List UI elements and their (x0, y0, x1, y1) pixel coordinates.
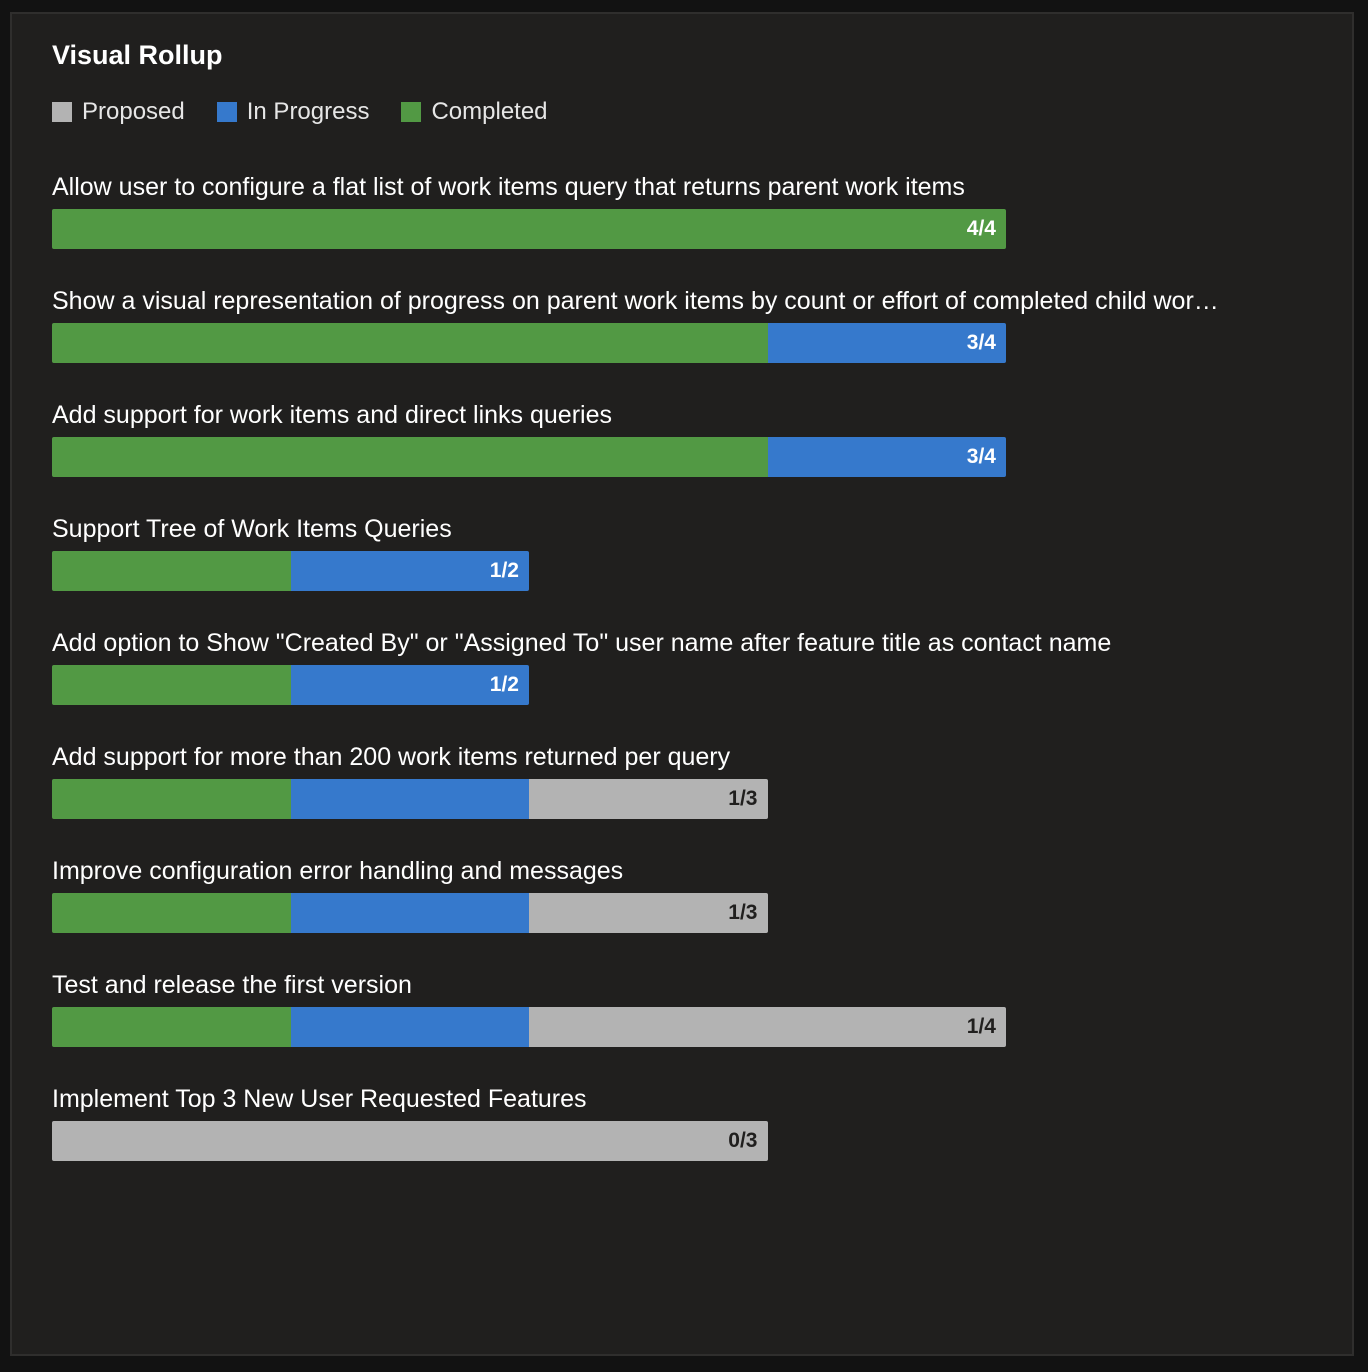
rollup-row (52, 970, 1312, 1084)
rollup-row (52, 1084, 1312, 1198)
bar-segment-completed (52, 893, 291, 933)
rollup-row-title[interactable]: Add support for work items and direct links queries (52, 401, 612, 429)
legend-item-completed (401, 98, 547, 126)
bar-count-label: 4/4 (966, 217, 996, 240)
progress-bar (52, 323, 1006, 363)
bar-segment-proposed (52, 1121, 768, 1161)
legend-label-completed: Completed (431, 98, 548, 125)
bar-count-label: 1/3 (728, 787, 758, 810)
bar-count-label: 1/4 (966, 1015, 996, 1038)
legend (52, 98, 580, 126)
legend-item-proposed (52, 98, 185, 126)
legend-label-proposed: Proposed (82, 98, 185, 125)
rollup-row (52, 286, 1312, 400)
rollup-row (52, 742, 1312, 856)
rollup-row-title[interactable]: Show a visual representation of progress on parent work items by count or effort of completed child wor… (52, 287, 1219, 315)
bar-segment-completed (52, 437, 768, 477)
bar-count-label: 3/4 (966, 445, 996, 468)
rollup-row-title[interactable]: Test and release the first version (52, 971, 412, 999)
bar-count-label: 3/4 (966, 331, 996, 354)
legend-swatch-proposed (52, 102, 72, 122)
rollup-row-title[interactable]: Implement Top 3 New User Requested Features (52, 1085, 587, 1113)
bar-segment-in-progress (291, 893, 530, 933)
visual-rollup-widget (10, 12, 1354, 1356)
rollup-row-title[interactable]: Add option to Show "Created By" or "Assigned To" user name after feature title as contact name (52, 629, 1112, 657)
progress-bar (52, 551, 529, 591)
bar-count-label: 0/3 (728, 1129, 758, 1152)
rollup-row (52, 400, 1312, 514)
rollup-row (52, 856, 1312, 970)
bar-count-label: 1/2 (489, 559, 519, 582)
legend-item-in-progress (217, 98, 370, 126)
legend-label-in-progress: In Progress (246, 98, 370, 125)
rollup-row (52, 628, 1312, 742)
progress-bar (52, 1121, 768, 1161)
progress-bar (52, 1007, 1006, 1047)
bar-segment-completed (52, 323, 768, 363)
bar-segment-proposed (529, 1007, 1006, 1047)
bar-count-label: 1/2 (489, 673, 519, 696)
bar-segment-in-progress (291, 779, 530, 819)
widget-title: Visual Rollup (52, 40, 223, 70)
bar-segment-in-progress (291, 1007, 530, 1047)
rollup-bar-list (52, 172, 1312, 1198)
bar-segment-completed (52, 551, 291, 591)
bar-segment-completed (52, 1007, 291, 1047)
progress-bar (52, 437, 1006, 477)
bar-count-label: 1/3 (728, 901, 758, 924)
legend-swatch-completed (401, 102, 421, 122)
progress-bar (52, 209, 1006, 249)
progress-bar (52, 779, 768, 819)
rollup-row-title[interactable]: Allow user to configure a flat list of work items query that returns parent work items (52, 173, 965, 201)
bar-segment-completed (52, 665, 291, 705)
progress-bar (52, 665, 529, 705)
progress-bar (52, 893, 768, 933)
legend-swatch-in-progress (217, 102, 237, 122)
rollup-row-title[interactable]: Add support for more than 200 work items returned per query (52, 743, 731, 771)
bar-segment-completed (52, 779, 291, 819)
rollup-row (52, 172, 1312, 286)
rollup-row (52, 514, 1312, 628)
rollup-row-title[interactable]: Support Tree of Work Items Queries (52, 515, 452, 543)
rollup-row-title[interactable]: Improve configuration error handling and messages (52, 857, 624, 885)
bar-segment-completed (52, 209, 1006, 249)
